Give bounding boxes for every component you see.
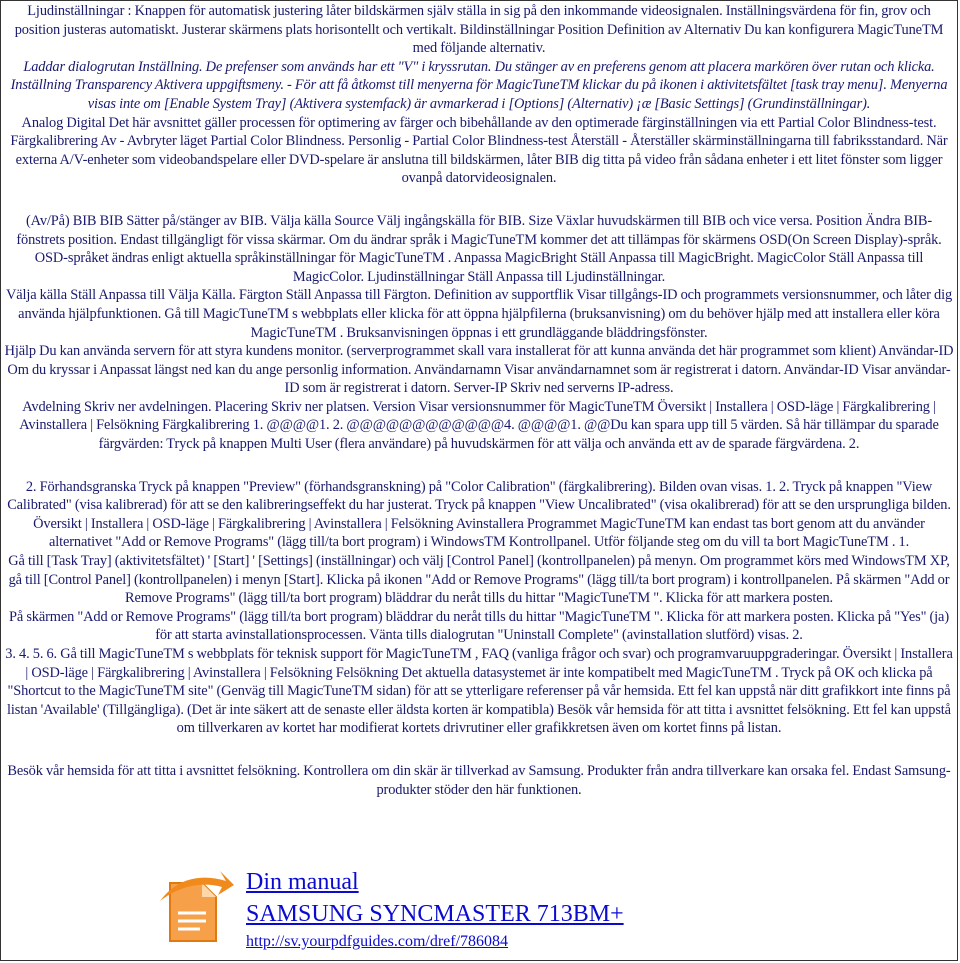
paragraph-samsung: Besök vår hemsida för att titta i avsnittet felsökning. Kontrollera om din skär är tillverkad av Samsung. Produkter från andra tillverkare kan orsaka fel. Endast Samsung-produkter stöder den här funktionen. [7,762,951,798]
paragraph-fargkalibrering: Analog Digital Det här avsnittet gäller processen för optimering av färger och bibehållande av den optimerade färginställningen via ett Partial Color Blindness-test. Färgkalibrering Av - Avbryter läget Partial Color Blindness. Personlig - Partial Color Blindness-test Återställ - Återställer skärminställningarna till fabriksstandard. När externa A/V-enheter som videobandspelare eller DVD-spelare är anslutna till bildskärmen, låter BIB dig titta på video från sådana enheter i ett litet fönster som ligger ovanpå datorvideosignalen. [10,114,948,187]
paragraph-felsokning: 3. 4. 5. 6. Gå till MagicTuneTM s webbplats för teknisk support för MagicTuneTM , FAQ (vanliga frågor och svar) och programvaruuppgraderingar. Översikt | Installera | OSD-läge | Färgkalibrering | Avinstallera | Felsökning Felsökning Det aktuella datasystemet är inte kompatibelt med MagicTuneTM . Tryck på OK och klicka på "Shortcut to the MagicTuneTM site" (Genväg till MagicTuneTM sidan) för att se ytterligare referenser på vår hemsida. Ett fel kan uppstå när ditt grafikkort inte finns på listan 'Available' (Tillgängliga). (Det är inte säkert att de senaste eller äldsta korten är kompatibla) Besök vår hemsida för att titta i avsnittet felsökning. Ett fel kan uppstå om tillverkaren av kortet har modifierat kortets drivrutiner eller grafikkretsen även om kortet finns på listan. [5,646,953,737]
paragraph-ljudinstallningar: Ljudinställningar : Knappen för automatisk justering låter bildskärmen själv ställa in sig på den inkommande videosignalen. Inställningsvärdena för fin, grov och position justeras automatiskt. Justerar skärmens plats horisontellt och vertikalt. Bildinställningar Position Definition av Alternativ Du kan konfigurera MagicTuneTM med följande alternativ. [14,3,944,57]
pdf-document-icon [156,861,236,947]
model-link[interactable]: SAMSUNG SYNCMASTER 713BM+ [246,901,624,927]
paragraph-installning: Laddar dialogrutan Inställning. De prefenser som används har ett "V" i kryssrutan. Du stänger av en preferens genom att placera markören över rutan och klicka. Inställning Transparency Aktivera uppgiftsmeny. - För att få åtkomst till menyerna för MagicTuneTM klickar du på ikonen i aktivitetsfältet [task tray menu]. Menyerna visas inte om [Enable System Tray] (Aktivera systemfack) är avmarkerad i [Options] (Alternativ) ¡æ [Basic Settings] (Grundinställningar). [10,58,948,112]
paragraph-hjalp: Hjälp Du kan använda servern för att styra kundens monitor. (serverprogrammet skall vara installerat för att kunna använda det här programmet som klient) Användar-ID Om du kryssar i Anpassat längst ned kan du ange personlig information. Användarnamn Visar användarnamnet som är registrerat i datorn. Användar-ID Visar användar-ID som är registrerat i datorn. Server-IP Skriv ned serverns IP-adress. [4,343,954,397]
paragraph-forhandsgranska: 2. Förhandsgranska Tryck på knappen "Preview" (förhandsgranskning) på "Color Calibration" (färgkalibrering). Bilden ovan visas. 1. 2. Tryck på knappen "View Calibrated" (visa kalibrerad) för att se den kalibreringseffekt du har justerat. Tryck på knappen "View Uncalibrated" (visa okalibrerad) för att se den ursprungliga bilden. Översikt | Installera | OSD-läge | Färgkalibrering | Avinstallera | Felsökning Avinstallera Programmet MagicTuneTM kan endast tas bort genom att du använder alternativet "Add or Remove Programs" (lägg till/ta bort program) i WindowsTM Kontrollpanel. Utför följande steg om du vill ta bort MagicTuneTM . 1. [7,478,951,551]
url-link[interactable]: http://sv.yourpdfguides.com/dref/786084 [246,933,509,950]
paragraph-support: Välja källa Ställ Anpassa till Välja Källa. Färgton Ställ Anpassa till Färgton. Definition av supportflik Visar tillgångs-ID och programmets versionsnummer, och låter dig använda hjälpfunktionen. Gå till MagicTuneTM s webbplats eller klicka för att öppna hjälpfilerna (bruksanvisning) om du behöver hjälp med att installera eller köra MagicTuneTM . Bruksanvisningen öppnas i ett grundläggande bläddringsfönster. [5,287,953,341]
paragraph-version: Avdelning Skriv ner avdelningen. Placering Skriv ner platsen. Version Visar versionsnummer för MagicTuneTM Översikt | Installera | OSD-läge | Färgkalibrering | Avinstallera | Felsökning Färgkalibrering 1. @@@@1. 2. @@@@@@@@@@@@4. @@@@1. @@Du kan spara upp till 5 värden. Så här tillämpar du sparade färgvärden: Tryck på knappen Multi User (flera användare) på huvudskärmen för att välja och använda ett av de sparade färgvärdena. 2. [19,398,939,453]
manual-link[interactable]: Din manual [246,869,359,895]
paragraph-avinstallera-steg: Gå till [Task Tray] (aktivitetsfältet) ' [Start] ' [Settings] (inställningar) och välj [Control Panel] (kontrollpanelen) på menyn. Om programmet körs med WindowsTM XP, gå till [Control Panel] (kontrollpanelen) i menyn [Start]. Klicka på ikonen "Add or Remove Programs" (lägg till/ta bort program) i kontrollpanelen. På skärmen "Add or Remove Programs" (lägg till/ta bort program) bläddrar du neråt tills du hittar "MagicTuneTM ". Klicka för att markera posten. [8,553,950,607]
paragraph-avinstallera-bekrafta: På skärmen "Add or Remove Programs" (lägg till/ta bort program) bläddrar du neråt tills du hittar "MagicTuneTM ". Klicka för att markera posten. Klicka på "Yes" (ja) för att starta avinstallationsprocessen. Vänta tills dialogrutan "Uninstall Complete" (avinstallation slutförd) visas. 2. [8,608,949,644]
paragraph-bib: (Av/På) BIB BIB Sätter på/stänger av BIB. Välja källa Source Välj ingångskälla för BIB. Size Växlar huvudskärmen till BIB och vice versa. Position Ändra BIB-fönstrets position. Endast tillgängligt för vissa skärmar. Om du ändrar språk i MagicTuneTM kommer det att tillämpas för skärmens OSD(On Screen Display)-språk. OSD-språket ändras enligt aktuella språkinställningar för MagicTuneTM . Anpassa MagicBright Ställ Anpassa till MagicBright. MagicColor Ställ Anpassa till MagicColor. Ljudinställningar Ställ Anpassa till Ljudinställningar. [16,212,942,285]
footer [156,861,756,956]
footer-links [246,867,624,953]
manual-text [3,2,955,799]
